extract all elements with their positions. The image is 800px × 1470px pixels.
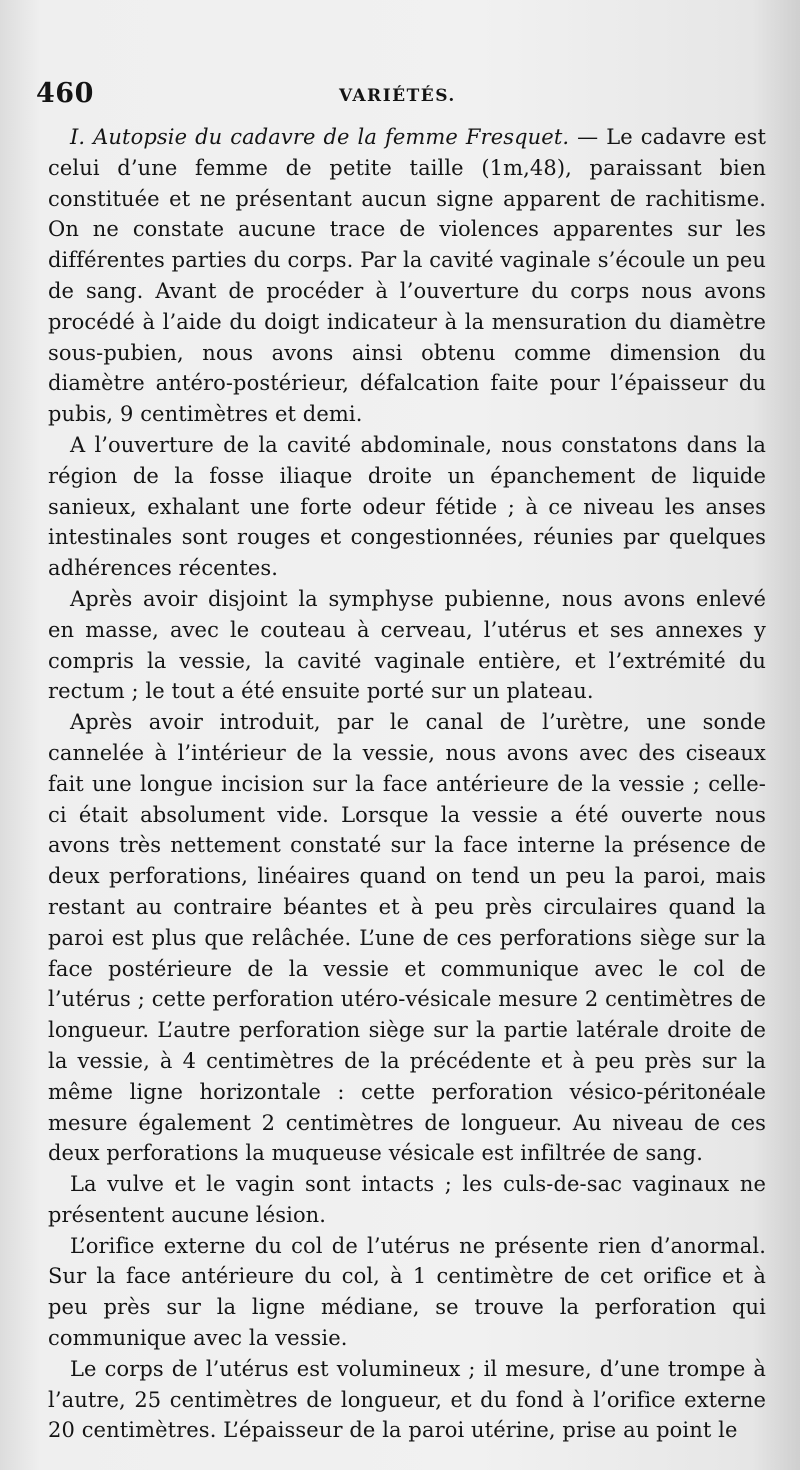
body-text [48,122,766,1446]
section-heading: I. Autopsie du cadavre de la femme Fresquet. [70,125,570,149]
page-header [36,78,766,118]
paragraph: Après avoir disjoint la symphyse pubienne, nous avons enlevé en masse, avec le couteau à cerveau, l’utérus et ses annexes y compris la vessie, la cavité vaginale entière, et l’extrémité du rectum ; le tout a été ensuite porté sur un plateau. [48,586,766,704]
running-title: VARIÉTÉS. [339,86,456,106]
paragraph: A l’ouverture de la cavité abdominale, nous constatons dans la région de la fosse iliaque droite un épanchement de liquide sanieux, exhalant une forte odeur fétide ; à ce niveau les anses intestinales sont rouges et congestionnées, réunies par quelques adhérences récentes. [48,432,766,581]
paragraph: Le corps de l’utérus est volumineux ; il mesure, d’une trompe à l’autre, 25 centimètres de longueur, et du fond à l’orifice externe 20 centimètres. L’épaisseur de la paroi utérine, prise au point le [48,1356,766,1443]
paragraph: La vulve et le vagin sont intacts ; les culs-de-sac vaginaux ne présentent aucune lésion. [48,1172,766,1227]
paragraph-text: — Le cadavre est celui d’une femme de petite taille (1m,48), paraissant bien constituée et ne présentant aucun signe apparent de rachitisme. On ne constate aucune trace de violences apparentes sur les différentes parties du corps. Par la cavité vaginale s’écoule un peu de sang. Avant de procéder à l’ouverture du corps nous avons procédé à l’aide du doigt indicateur à la mensuration du diamètre sous-pubien, nous avons ainsi obtenu comme dimension du diamètre antéro-postérieur, défalcation faite pour l’épaisseur du pubis, 9 centimètres et demi. [48,125,766,427]
paragraph: L’orifice externe du col de l’utérus ne présente rien d’anormal. Sur la face antérieure du col, à 1 centimètre de cet orifice et à peu près sur la ligne médiane, se trouve la perforation qui communique avec la vessie. [48,1233,766,1351]
page-number: 460 [36,78,94,109]
paragraph: Après avoir introduit, par le canal de l’urètre, une sonde cannelée à l’intérieur de la vessie, nous avons avec des ciseaux fait une longue incision sur la face antérieure de la vessie ; celle-ci était absolument vide. Lorsque la vessie a été ouverte nous avons très nettement constaté sur la face interne la présence de deux perforations, linéaires quand on tend un peu la paroi, mais restant au contraire béantes et à peu près circulaires quand la paroi est plus que relâchée. L’une de ces perforations siège sur la face postérieure de la vessie et communique avec le col de l’utérus ; cette perforation utéro-vésicale mesure 2 centimètres de longueur. L’autre perforation siège sur la partie latérale droite de la vessie, à 4 centimètres de la précédente et à peu près sur la même ligne horizontale : cette perforation vésico-péritonéale mesure également 2 centimètres de longueur. Au niveau de ces deux perforations la muqueuse vésicale est infiltrée de sang. [48,710,766,1166]
paragraph [48,122,766,430]
